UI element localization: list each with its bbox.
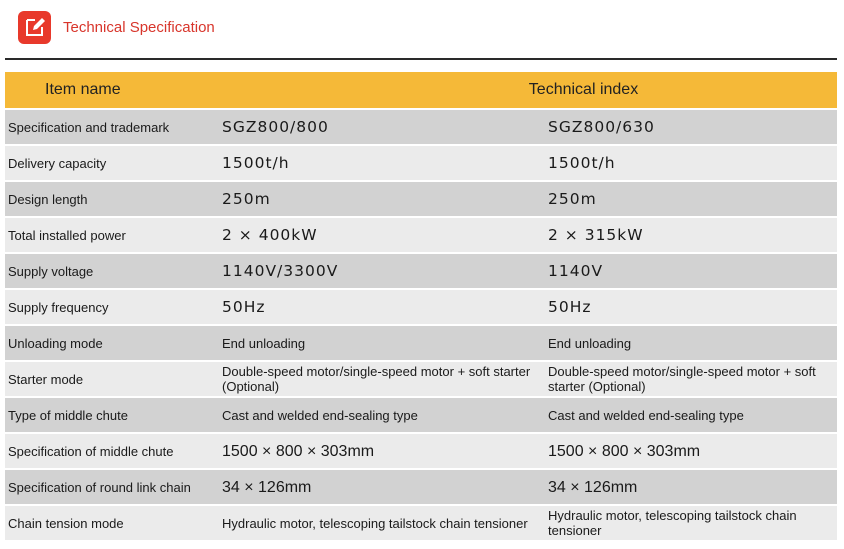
row-value-a: SGZ800/800 (210, 110, 540, 144)
table-row (5, 326, 837, 360)
row-value-a: End unloading (210, 326, 540, 360)
table-row (5, 182, 837, 216)
table-row (5, 362, 837, 396)
column-header-index: Technical index (210, 72, 837, 108)
row-item: Specification and trademark (5, 110, 210, 144)
row-value-a: 1500 × 800 × 303mm (210, 434, 540, 468)
row-item: Supply voltage (5, 254, 210, 288)
section-header (18, 10, 215, 44)
row-value-b: Double-speed motor/single-speed motor + soft starter (Optional) (540, 362, 837, 396)
row-value-b: 1140V (540, 254, 837, 288)
row-item: Specification of round link chain (5, 470, 210, 504)
table-header-row (5, 72, 837, 108)
row-value-a: 34 × 126mm (210, 470, 540, 504)
row-value-b: 250m (540, 182, 837, 216)
row-item: Type of middle chute (5, 398, 210, 432)
row-value-b: Cast and welded end-sealing type (540, 398, 837, 432)
row-value-a: 250m (210, 182, 540, 216)
row-value-b: 2 × 315kW (540, 218, 837, 252)
row-value-a: 2 × 400kW (210, 218, 540, 252)
row-value-b: 1500t/h (540, 146, 837, 180)
row-item: Design length (5, 182, 210, 216)
spec-table (5, 70, 837, 542)
table-row (5, 506, 837, 540)
row-value-b: 1500 × 800 × 303mm (540, 434, 837, 468)
row-value-b: End unloading (540, 326, 837, 360)
row-item: Supply frequency (5, 290, 210, 324)
row-value-a: 1500t/h (210, 146, 540, 180)
row-item: Delivery capacity (5, 146, 210, 180)
section-title: Technical Specification (63, 18, 215, 36)
table-row (5, 218, 837, 252)
row-value-b: SGZ800/630 (540, 110, 837, 144)
table-row (5, 470, 837, 504)
row-value-a: Double-speed motor/single-speed motor + soft starter (Optional) (210, 362, 540, 396)
table-row (5, 434, 837, 468)
table-row (5, 110, 837, 144)
table-row (5, 398, 837, 432)
divider (5, 58, 837, 60)
row-item: Chain tension mode (5, 506, 210, 540)
row-value-b: 50Hz (540, 290, 837, 324)
row-item: Unloading mode (5, 326, 210, 360)
edit-icon (18, 11, 51, 44)
row-value-a: 1140V/3300V (210, 254, 540, 288)
row-value-a: 50Hz (210, 290, 540, 324)
table-row (5, 146, 837, 180)
row-value-a: Cast and welded end-sealing type (210, 398, 540, 432)
row-value-b: 34 × 126mm (540, 470, 837, 504)
row-item: Starter mode (5, 362, 210, 396)
row-value-a: Hydraulic motor, telescoping tailstock chain tensioner (210, 506, 540, 540)
table-row (5, 290, 837, 324)
table-row (5, 254, 837, 288)
column-header-item: Item name (5, 72, 210, 108)
row-item: Specification of middle chute (5, 434, 210, 468)
row-value-b: Hydraulic motor, telescoping tailstock chain tensioner (540, 506, 837, 540)
row-item: Total installed power (5, 218, 210, 252)
